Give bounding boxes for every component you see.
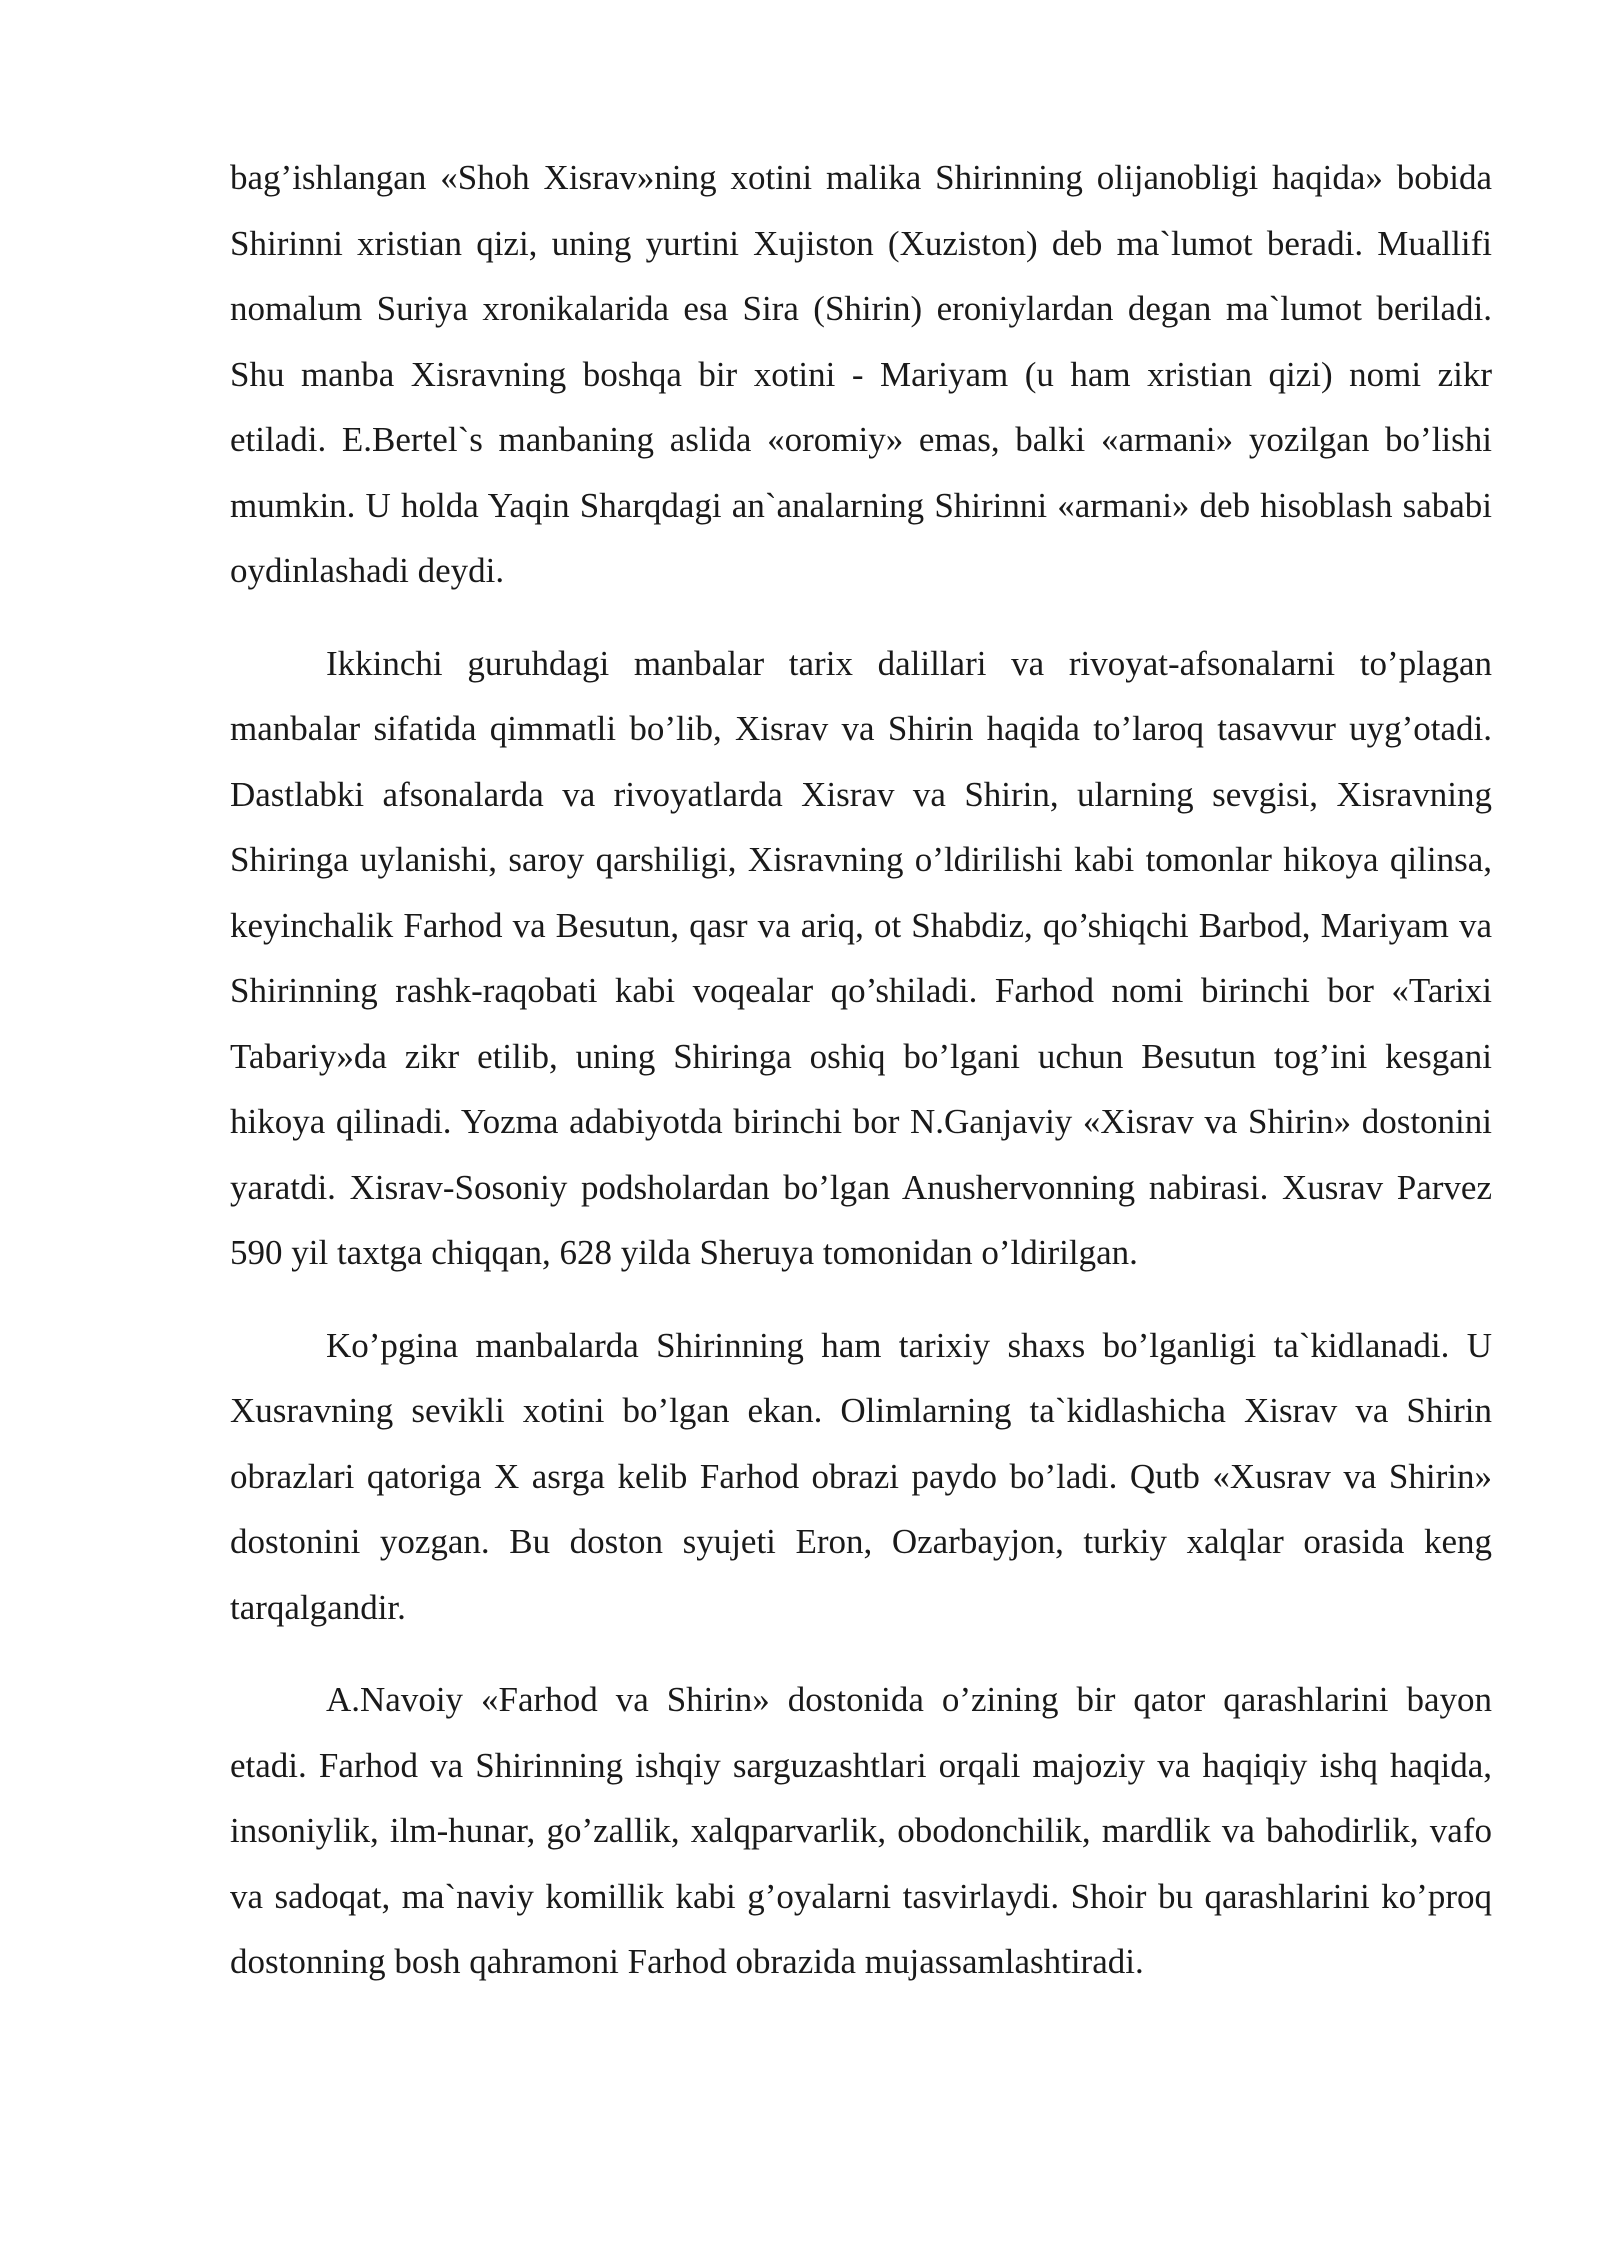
document-body [230, 145, 1492, 1995]
paragraph-1: bag’ishlangan «Shoh Xisrav»ning xotini malika Shirinning olijanobligi haqida» bobida Shirinni xristian qizi, uning yurtini Xujiston (Xuziston) deb ma`lumot beradi. Muallifi nomalum Suriya xronikalarida esa Sira (Shirin) eroniylardan degan ma`lumot beriladi. Shu manba Xisravning boshqa bir xotini - Mariyam (u ham xristian qizi) nomi zikr etiladi. E.Bertel`s manbaning aslida «oromiy» emas, balki «armani» yozilgan bo’lishi mumkin. U holda Yaqin Sharqdagi an`analarning Shirinni «armani» deb hisoblash sababi oydinlashadi deydi. [230, 158, 1492, 590]
paragraph-2: Ikkinchi guruhdagi manbalar tarix dalillari va rivoyat-afsonalarni to’plagan manbalar sifatida qimmatli bo’lib, Xisrav va Shirin haqida to’laroq tasavvur uyg’otadi. Dastlabki afsonalarda va rivoyatlarda Xisrav va Shirin, ularning sevgisi, Xisravning Shiringa uylanishi, saroy qarshiligi, Xisravning o’ldirilishi kabi tomonlar hikoya qilinsa, keyinchalik Farhod va Besutun, qasr va ariq, ot Shabdiz, qo’shiqchi Barbod, Mariyam va Shirinning rashk-raqobati kabi voqealar qo’shiladi. Farhod nomi birinchi bor «Tarixi Tabariy»da zikr etilib, uning Shiringa oshiq bo’lgani uchun Besutun tog’ini kesgani hikoya qilinadi. Yozma adabiyotda birinchi bor N.Ganjaviy «Xisrav va Shirin» dostonini yaratdi. Xisrav-Sosoniy podsholardan bo’lgan Anushervonning nabirasi. Xusrav Parvez 590 yil taxtga chiqqan, 628 yilda Sheruya tomonidan o’ldirilgan. [230, 643, 1492, 1272]
paragraph-4: A.Navoiy «Farhod va Shirin» dostonida o’zining bir qator qarashlarini bayon etadi. Farhod va Shirinning ishqiy sarguzashtlari orqali majoziy va haqiqiy ishq haqida, insoniylik, ilm-hunar, go’zallik, xalqparvarlik, obodonchilik, mardlik va bahodirlik, vafo va sadoqat, ma`naviy komillik kabi g’oyalarni tasvirlaydi. Shoir bu qarashlarini ko’proq dostonning bosh qahramoni Farhod obrazida mujassamlashtiradi. [230, 1680, 1492, 1981]
paragraph-3: Ko’pgina manbalarda Shirinning ham tarixiy shaxs bo’lganligi ta`kidlanadi. U Xusravning sevikli xotini bo’lgan ekan. Olimlarning ta`kidlashicha Xisrav va Shirin obrazlari qatoriga X asrga kelib Farhod obrazi paydo bo’ladi. Qutb «Xusrav va Shirin» dostonini yozgan. Bu doston syujeti Eron, Ozarbayjon, turkiy xalqlar orasida keng tarqalgandir. [230, 1325, 1492, 1627]
